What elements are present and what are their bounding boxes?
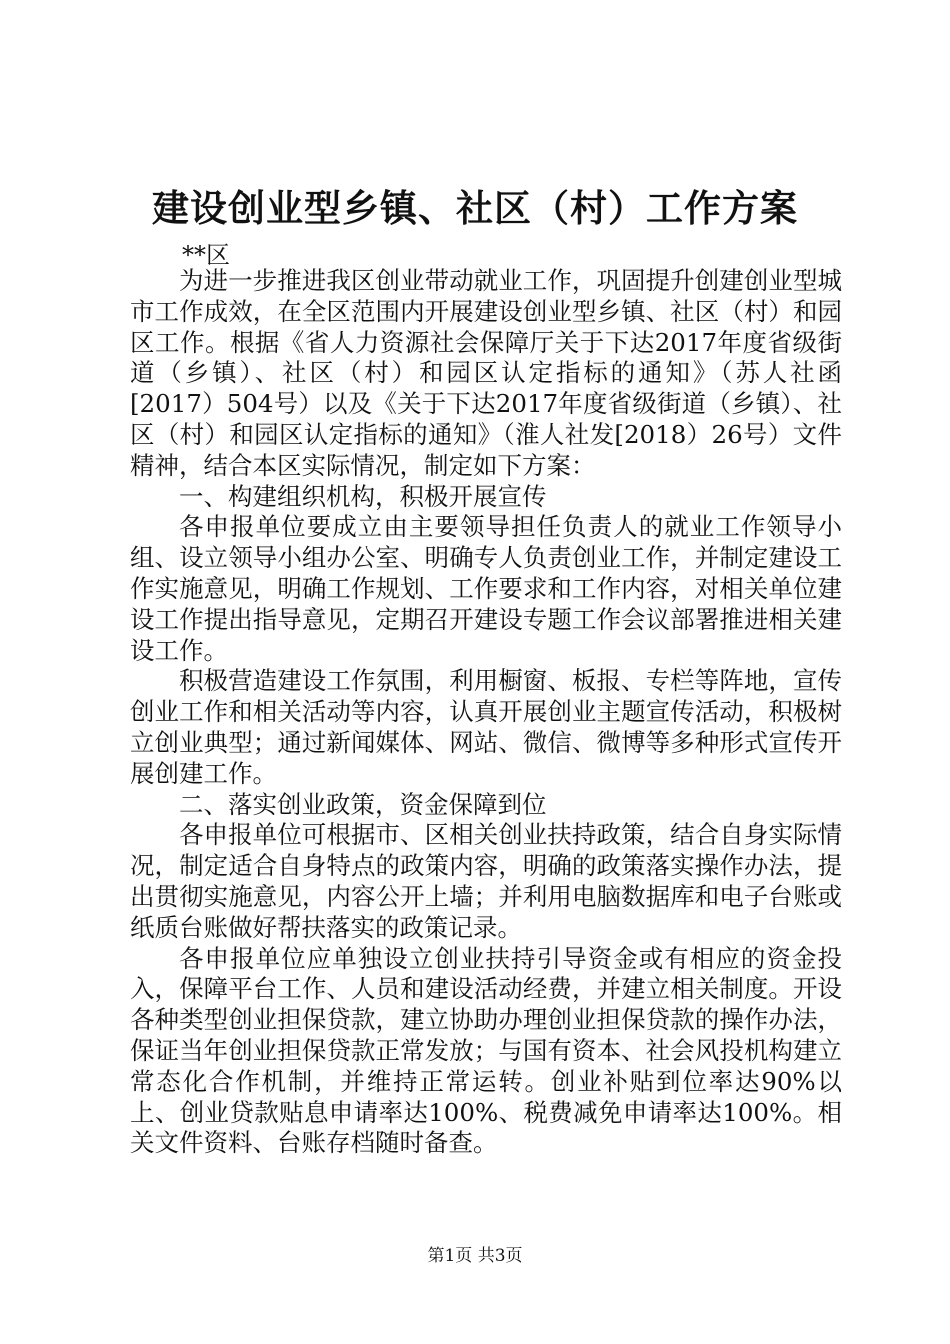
document-title: 建设创业型乡镇、社区（村）工作方案: [152, 186, 798, 230]
page-footer: 第1页 共3页: [427, 1246, 523, 1266]
body-paragraph: 积极营造建设工作氛围，利用橱窗、板报、专栏等阵地，宣传创业工作和相关活动等内容，认真开展创业主题宣传活动，积极树立创业典型；通过新闻媒体、网站、微信、微博等多种形式宣传开展创建工作。: [130, 666, 842, 788]
body-paragraph: 各申报单位要成立由主要领导担任负责人的就业工作领导小组、设立领导小组办公室、明确专人负责创业工作，并制定建设工作实施意见，明确工作规划、工作要求和工作内容，对相关单位建设工作提出指导意见，定期召开建设专题工作会议部署推进相关建设工作。: [130, 512, 842, 665]
document-author: **区: [182, 241, 230, 269]
intro-paragraph: 为进一步推进我区创业带动就业工作，巩固提升创建创业型城市工作成效，在全区范围内开展建设创业型乡镇、社区（村）和园区工作。根据《省人力资源社会保障厅关于下达2017年度省级街道（乡镇）、社区（村）和园区认定指标的通知》（苏人社函[2017）504号）以及《关于下达2017年度省级街道（乡镇）、社区（村）和园区认定指标的通知》（淮人社发[2018）26号）文件精神，结合本区实际情况，制定如下方案：: [130, 266, 842, 480]
section-heading-1: 一、构建组织机构，积极开展宣传: [179, 481, 547, 511]
body-paragraph: 各申报单位可根据市、区相关创业扶持政策，结合自身实际情况，制定适合自身特点的政策内容，明确的政策落实操作办法，提出贯彻实施意见，内容公开上墙；并利用电脑数据库和电子台账或纸质台账做好帮扶落实的政策记录。: [130, 820, 842, 942]
document-body: [130, 266, 842, 1159]
section-heading-2: 二、落实创业政策，资金保障到位: [179, 789, 547, 819]
body-paragraph: 各申报单位应单独设立创业扶持引导资金或有相应的资金投入，保障平台工作、人员和建设活动经费，并建立相关制度。开设各种类型创业担保贷款，建立协助办理创业担保贷款的操作办法，保证当年创业担保贷款正常发放；与国有资本、社会风投机构建立常态化合作机制，并维持正常运转。创业补贴到位率达90%以上、创业贷款贴息申请率达100%、税费减免申请率达100%。相关文件资料、台账存档随时备查。: [130, 943, 842, 1158]
